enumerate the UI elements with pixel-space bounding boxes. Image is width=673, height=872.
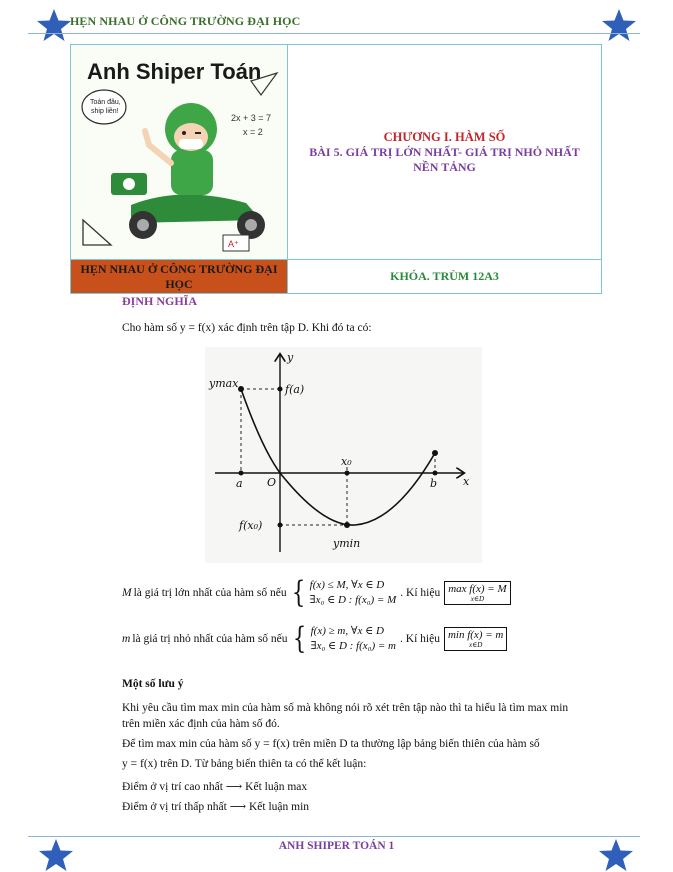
- header-divider: [28, 33, 640, 34]
- footer-divider: [28, 836, 640, 837]
- definition-intro: Cho hàm số y = f(x) xác định trên tập D. Khi đó ta có:: [122, 322, 372, 334]
- ymin-label: ymin: [333, 537, 361, 550]
- max-lead: M: [122, 587, 132, 599]
- max-definition: [122, 575, 511, 610]
- notes-line-3: Để tìm max min của hàm số y = f(x) trên miền D ta thường lập bảng biến thiên của hàm số: [122, 738, 540, 750]
- min-definition: [122, 621, 507, 656]
- min-cond-2: ∃x₀ ∈ D : f(x₀) = m: [310, 640, 397, 652]
- star-icon: [601, 8, 637, 42]
- board-text-1: 2x + 3 = 7: [231, 113, 272, 123]
- min-notation: . Kí hiệu: [400, 633, 440, 645]
- notes-title: Một số lưu ý: [122, 678, 184, 690]
- brace-icon: {: [292, 621, 306, 656]
- logo-text: Anh Shiper Toán: [87, 59, 262, 84]
- course-label: KHÓA. TRÙM 12A3: [390, 269, 499, 283]
- ymax-label: ymax: [209, 377, 239, 390]
- max-text: là giá trị lớn nhất của hàm số nếu: [133, 587, 287, 599]
- svg-text:Toán đâu,: Toán đâu,: [90, 99, 121, 106]
- chapter-title: CHƯƠNG I. HÀM SỐ: [383, 130, 506, 144]
- min-cond-1: f(x) ≥ m, ∀x ∈ D: [310, 625, 384, 637]
- star-icon: [36, 8, 72, 42]
- notes-line-2: trên miền xác định của hàm số đó.: [122, 718, 280, 730]
- notes-line-5: Điểm ở vị trí cao nhất ⟶ Kết luận max: [122, 781, 308, 793]
- slogan: HẸN NHAU Ở CÔNG TRƯỜNG ĐẠI HỌC: [71, 260, 288, 293]
- curve: [241, 389, 438, 525]
- max-cond-2: ∃x₀ ∈ D : f(x₀) = M: [309, 594, 397, 606]
- origin-label: O: [267, 476, 277, 489]
- definition-title: ĐỊNH NGHĨA: [122, 294, 198, 308]
- a-label: a: [236, 477, 243, 490]
- notes-line-1: Khi yêu cầu tìm max min của hàm số mà không nói rõ xét trên tập nào thì ta hiểu là tìm max min: [122, 702, 569, 714]
- title-cell: [288, 45, 601, 259]
- header-text: HẸN NHAU Ở CÔNG TRƯỜNG ĐẠI HỌC: [70, 14, 301, 28]
- min-symbol: min f(x) = m: [447, 629, 504, 641]
- max-symbol-box: [444, 581, 510, 605]
- min-subscript: x∈D: [468, 641, 483, 649]
- footer-text: ANH SHIPER TOÁN 1: [278, 840, 395, 852]
- brace-icon: {: [291, 575, 305, 610]
- notes-line-4: y = f(x) trên D. Từ bảng biến thiên ta có thể kết luận:: [122, 758, 367, 770]
- max-subscript: x∈D: [470, 595, 485, 603]
- level-title: NỀN TẢNG: [413, 160, 476, 174]
- b-label: b: [430, 477, 438, 490]
- max-symbol: max f(x) = M: [448, 583, 507, 595]
- x0-label: x₀: [341, 455, 352, 468]
- svg-text:ship liền!: ship liền!: [91, 108, 119, 115]
- min-symbol-box: [444, 627, 507, 651]
- notes-line-6: Điểm ở vị trí thấp nhất ⟶ Kết luận min: [122, 801, 310, 813]
- function-graph: [205, 347, 482, 563]
- x-axis-label: x: [463, 475, 470, 488]
- min-lead: m: [122, 633, 131, 645]
- fx0-label: f(x₀): [239, 519, 263, 532]
- svg-text:A⁺: A⁺: [228, 239, 239, 249]
- min-text: là giá trị nhỏ nhất của hàm số nếu: [132, 633, 288, 645]
- board-text-2: x = 2: [243, 127, 263, 137]
- banner-box: [70, 44, 602, 294]
- max-notation: . Kí hiệu: [400, 587, 441, 599]
- max-cond-1: f(x) ≤ M, ∀x ∈ D: [309, 579, 385, 591]
- mascot-illustration: [71, 45, 288, 259]
- y-axis-label: y: [287, 351, 294, 364]
- fa-label: f(a): [285, 383, 305, 396]
- lesson-title: BÀI 5. GIÁ TRỊ LỚN NHẤT- GIÁ TRỊ NHỎ NHẤT: [309, 145, 580, 159]
